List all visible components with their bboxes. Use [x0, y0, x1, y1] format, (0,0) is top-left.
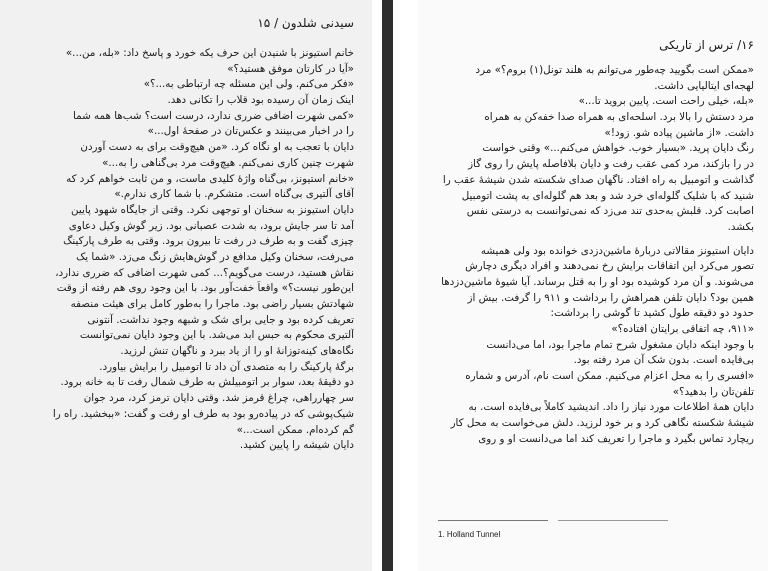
text-line: می‌رفت، سخنان وکیل مدافع در گوش‌هایش زنگ می‌زد. «شما یک — [76, 250, 354, 263]
text-line: همین بود؟ دایان تلفن همراهش را برداشت و ۹۱۱ را گرفت. بیش از — [467, 291, 754, 304]
text-line: با وجود اینکه دایان مشغول شرح تمام ماجرا بود، اما می‌دانست — [486, 338, 754, 351]
left-book-page — [0, 0, 372, 571]
text-line: «بله، خیلی راحت است. پایین بروید تا...» — [578, 95, 754, 108]
footnote-divider — [558, 520, 668, 521]
text-line: نقاش هستید، درست می‌گویم؟... کمی شهرت اضافی که ضرری ندارد، — [55, 266, 354, 279]
text-line: اینک زمان آن رسیده بود قلاب را تکانی دهد. — [167, 94, 354, 107]
text-line: اصابت کرد. قلبش به‌حدی تند می‌زد که نمی‌توانست به درستی نفس — [466, 205, 754, 218]
text-line: «آیا در کارتان موفق هستید؟» — [227, 62, 354, 75]
text-line: دایان با تعجب به او نگاه کرد. «من هیچ‌وقت برای به دست آوردن — [80, 141, 354, 154]
text-line: گم کرده‌ام. ممکن است...» — [236, 423, 354, 436]
text-line: حدود دو دقیقه طول کشید تا گوشی را برداشت: — [550, 307, 754, 320]
text-line: «فکر می‌کنم. ولی این مسئله چه ارتباطی به...؟» — [143, 78, 354, 91]
text-line: دایان شیشه را پایین کشید. — [239, 439, 354, 452]
text-line: بی‌فایده است. بدون شک آن مرد رفته بود. — [573, 354, 754, 367]
text-line — [436, 236, 754, 244]
text-line: دایان استیونز به سخنان او توجهی نکرد. وقتی از جایگاه شهود پایین — [71, 203, 354, 216]
spine-shadow — [382, 0, 393, 571]
text-line: آمد تا سر جایش برود، به شدت عصبانی بود. زیر گوش وکیل دعاوی — [68, 219, 354, 232]
text-line: شهادتش بسیار راضی بود. ماجرا را به‌طور کامل برای هیئت منصفه — [70, 298, 354, 310]
text-line: شیشهٔ شکسته نگاهی کرد و بر خود لرزید. دلش می‌خواست به محل کار — [450, 417, 754, 430]
text-line: خانم استیونز با شنیدن این حرف یکه خورد و پاسخ داد: «بله، من...» — [65, 47, 354, 59]
text-line: ریچارد تماس بگیرد و ماجرا را تعریف کند اما می‌دانست او و روی — [478, 432, 754, 445]
text-line: تلفن‌تان را بدهید؟» — [672, 385, 754, 398]
left-page-header: سیدنی شلدون / ۱۵ — [257, 16, 354, 30]
text-line: «کمی شهرت اضافی ضرری ندارد، درست است؟ شب‌ها همه شما — [73, 109, 354, 122]
text-line: داشت. «از ماشین پیاده شو. زود!» — [604, 126, 754, 139]
text-line: آقای آلتیری بی‌گناه است. متشکرم. با شما کاری ندارم.» — [114, 188, 354, 201]
text-line: گذاشت و اتومبیل به راه افتاد. ناگهان صدای شکسته شدن شیشهٔ عقب را — [442, 173, 754, 186]
text-line: شنید که با شلیک گلوله‌ای خرد شد و بعد هم گلوله‌ای به پشت اتومبیل — [461, 189, 754, 202]
text-line: «خانم استیونز، بی‌گناه واژهٔ کلیدی ماست، و من ثابت خواهم کرد که — [66, 172, 354, 185]
text-line: مرد دستش را بالا برد. اسلحه‌ای به همراه صدا خفه‌کن به همراه — [484, 111, 754, 124]
text-line: «۹۱۱، چه اتفاقی برایتان افتاده؟» — [611, 323, 754, 335]
text-line: دایان همهٔ اطلاعات مورد نیاز را داد. اندیشید کاملاً بی‌فایده است. به — [468, 401, 754, 414]
book-spine — [372, 0, 418, 571]
text-line: این‌طور نیست؟» واقعاً خفت‌آور بود. با این وجود روی هم رفته از وقت — [56, 282, 354, 295]
text-line: شهرت چنین کاری نمی‌کنم. هیچ‌وقت مرد بی‌گناهی را به...» — [102, 156, 354, 169]
text-line: آلتیری محکوم به حبس ابد می‌شد. با این وجود دایان نمی‌توانست — [79, 329, 354, 342]
text-line: تصور می‌کرد این اتفاقات برایش رخ نمی‌دهند و افراد دیگری دچارش — [465, 260, 754, 273]
text-line: سر چهارراهی، چراغ قرمز شد. وقتی دایان ترمز کرد، مرد جوان — [83, 392, 354, 405]
right-page-header: ۱۶/ ترس از تاریکی — [659, 38, 754, 52]
text-line: رنگ دایان پرید. «بسیار خوب. خواهش می‌کنم...» وقتی خواست — [482, 142, 754, 155]
footnote: 1. Holland Tunnel — [438, 530, 501, 539]
right-book-page — [418, 0, 768, 571]
text-line: «افسری را به محل اعزام می‌کنیم. ممکن است نام، آدرس و شماره — [465, 370, 754, 383]
text-line: برگهٔ پارکینگ را به متصدی آن داد تا اتومبیل را برایش بیاورد. — [99, 360, 354, 373]
text-line: چیزی گفت و به طرف در رفت تا بیرون برود. وقتی به طرف پارکینگ — [63, 235, 354, 248]
text-line: تعریف کرده بود و جایی برای شک و شبهه وجود نداشت. آنتونی — [87, 313, 354, 326]
text-line: دو دقیقهٔ بعد، سوار بر اتومبیلش به طرف شمال رفت تا به خانه برود. — [60, 376, 354, 389]
right-page-text — [436, 63, 754, 448]
text-line: «ممکن است بگویید چه‌طور می‌توانم به هلند تونل(۱) بروم؟» مرد — [475, 64, 754, 76]
text-line: بکشد. — [727, 220, 754, 233]
footnote-divider — [438, 520, 548, 521]
text-line: نگاه‌های کینه‌توزانهٔ او را از یاد ببرد و ناگهان تنش لرزید. — [120, 345, 354, 358]
text-line: در را بازکند، مرد کمی عقب رفت و دایان بلافاصله پایش را روی گاز — [468, 158, 754, 171]
text-line: را در اخبار می‌بینند و عکس‌تان در صفحهٔ اول...» — [147, 125, 354, 138]
left-page-text — [28, 46, 354, 454]
text-line: شیک‌پوشی که در پیاده‌رو بود به طرف او رفت و گفت: «ببخشید. راه را — [52, 407, 354, 420]
text-line: دایان استیونز مقالاتی دربارهٔ ماشین‌دزدی خوانده بود ولی همیشه — [480, 244, 754, 257]
text-line: لهجه‌ای ایتالیایی داشت. — [654, 79, 754, 92]
text-line: می‌شوند. و آن مرد کوشیده بود او را به قتل برساند. آیا شیوهٔ ماشین‌دزدها — [441, 275, 754, 288]
